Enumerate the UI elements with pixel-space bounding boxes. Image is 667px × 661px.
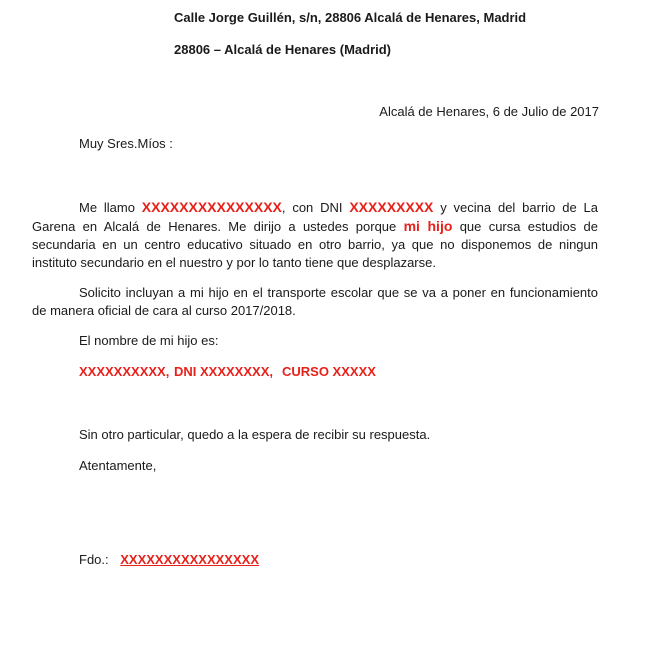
child-intro: El nombre de mi hijo es: (79, 333, 219, 348)
paragraph-request: Solicito incluyan a mi hijo en el transporte escolar que se va a poner en funcionamiento de manera oficial de cara al curso 2017/2018. (32, 285, 598, 318)
child-dni-placeholder: DNI XXXXXXXX, (174, 364, 273, 379)
child-course-placeholder: CURSO XXXXX (282, 364, 376, 379)
salutation: Muy Sres.Míos : (79, 136, 173, 151)
paragraph-introduction (32, 198, 598, 272)
child-highlight: mi hijo (403, 218, 453, 234)
paragraph1-text-2: , con DNI (281, 200, 350, 215)
paragraph1-text-4: que cursa estudios de secundaria en un centro educativo situado en otro barrio, ya que no disponemos de ningun instituto secundario en el nuestro y por lo tanto tiene que desplazarse. (32, 219, 598, 270)
recipient-address-line: Calle Jorge Guillén, s/n, 28806 Alcalá de Henares, Madrid (174, 10, 527, 25)
child-data-line (79, 364, 376, 379)
paragraph1-text-3: y vecina del barrio de La Garena en Alcalá de Henares. Me dirijo a ustedes porque (32, 200, 598, 234)
date-line: Alcalá de Henares, 6 de Julio de 2017 (379, 104, 599, 119)
closing-sentence: Sin otro particular, quedo a la espera de recibir su respuesta. (79, 427, 431, 442)
signature-placeholder: XXXXXXXXXXXXXXXX (120, 552, 259, 567)
paragraph1-text-1: Me llamo (79, 200, 142, 215)
farewell: Atentamente, (79, 458, 157, 473)
recipient-city-line: 28806 – Alcalá de Henares (Madrid) (174, 42, 392, 57)
signature-line (79, 552, 259, 567)
dni-placeholder: XXXXXXXXX (349, 199, 434, 215)
signature-label: Fdo.: (79, 552, 109, 567)
name-placeholder: XXXXXXXXXXXXXXX (141, 199, 282, 215)
child-name-placeholder: XXXXXXXXXX, (79, 364, 170, 379)
